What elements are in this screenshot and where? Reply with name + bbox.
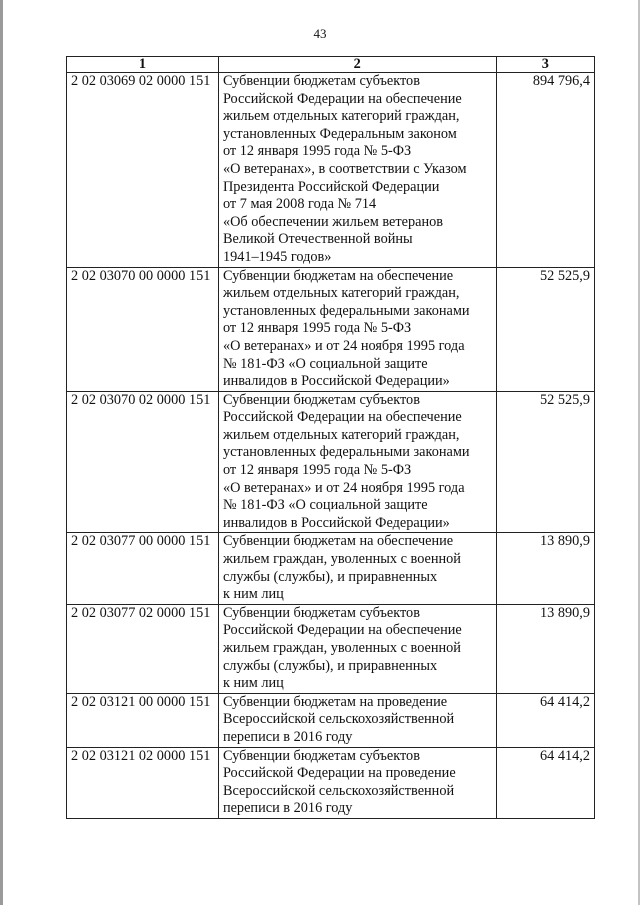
row-code-cell: 2 02 03077 00 0000 151	[67, 533, 219, 604]
description-line: Российской Федерации на обеспечение	[222, 622, 462, 639]
column-header-code: 1	[67, 57, 219, 73]
row-description-cell	[218, 73, 496, 268]
description-line: Субвенции бюджетам субъектов	[222, 747, 420, 764]
budget-table	[66, 56, 595, 819]
table-row	[67, 604, 595, 693]
description-line: жильем отдельных категорий граждан,	[222, 426, 460, 443]
description-line: службы (службы), и приравненных	[222, 568, 438, 585]
description-line: Субвенции бюджетам субъектов	[222, 391, 420, 408]
description-line: Российской Федерации на проведение	[222, 765, 456, 782]
row-description-cell	[218, 693, 496, 747]
row-code-cell: 2 02 03121 00 0000 151	[67, 693, 219, 747]
description-line: жильем отдельных категорий граждан,	[222, 108, 460, 125]
description-line: к ним лиц	[222, 586, 284, 603]
description-line: установленных федеральными законами	[222, 302, 470, 319]
table-row	[67, 267, 595, 391]
description-line: Российской Федерации на обеспечение	[222, 409, 462, 426]
row-code-cell: 2 02 03121 02 0000 151	[67, 747, 219, 818]
scan-left-edge	[0, 0, 3, 905]
description-line: жильем отдельных категорий граждан,	[222, 285, 460, 302]
description-line: инвалидов в Российской Федерации»	[222, 514, 450, 531]
table-row	[67, 693, 595, 747]
row-description-cell	[218, 604, 496, 693]
column-header-description: 2	[218, 57, 496, 73]
description-line: службы (службы), и приравненных	[222, 657, 438, 674]
row-amount-cell: 13 890,9	[496, 533, 594, 604]
row-code-cell: 2 02 03070 02 0000 151	[67, 391, 219, 533]
row-description-cell	[218, 533, 496, 604]
description-line: Всероссийской сельскохозяйственной	[222, 782, 455, 799]
table-header	[67, 57, 595, 73]
table-row	[67, 73, 595, 268]
description-line: от 12 января 1995 года № 5-ФЗ	[222, 143, 412, 160]
row-description-cell	[218, 391, 496, 533]
row-code-cell: 2 02 03077 02 0000 151	[67, 604, 219, 693]
description-line: от 12 января 1995 года № 5-ФЗ	[222, 320, 412, 337]
description-line: переписи в 2016 году	[222, 800, 353, 817]
description-line: установленных Федеральным законом	[222, 125, 457, 142]
description-line: от 7 мая 2008 года № 714	[222, 196, 377, 213]
row-amount-cell: 52 525,9	[496, 391, 594, 533]
description-line: № 181-ФЗ «О социальной защите	[222, 355, 428, 372]
description-line: к ним лиц	[222, 675, 284, 692]
page-number: 43	[313, 26, 327, 41]
description-line: Субвенции бюджетам субъектов	[222, 73, 420, 89]
table-row	[67, 533, 595, 604]
row-description-cell	[218, 747, 496, 818]
description-line: «О ветеранах» и от 24 ноября 1995 года	[222, 479, 465, 496]
description-line: Субвенции бюджетам на проведение	[222, 693, 448, 710]
description-line: переписи в 2016 году	[222, 728, 353, 745]
row-amount-cell: 64 414,2	[496, 693, 594, 747]
description-line: Президента Российской Федерации	[222, 178, 440, 195]
description-line: Великой Отечественной войны	[222, 231, 413, 248]
description-line: № 181-ФЗ «О социальной защите	[222, 497, 428, 514]
header-row	[67, 57, 595, 73]
row-code-cell: 2 02 03070 00 0000 151	[67, 267, 219, 391]
description-line: Российской Федерации на обеспечение	[222, 90, 462, 107]
row-amount-cell: 64 414,2	[496, 747, 594, 818]
row-amount-cell: 894 796,4	[496, 73, 594, 268]
description-line: жильем граждан, уволенных с военной	[222, 551, 461, 568]
description-line: инвалидов в Российской Федерации»	[222, 373, 450, 390]
row-amount-cell: 13 890,9	[496, 604, 594, 693]
description-line: «О ветеранах» и от 24 ноября 1995 года	[222, 337, 465, 354]
description-line: Субвенции бюджетам субъектов	[222, 604, 420, 621]
row-code-cell: 2 02 03069 02 0000 151	[67, 73, 219, 268]
row-amount-cell: 52 525,9	[496, 267, 594, 391]
description-line: от 12 января 1995 года № 5-ФЗ	[222, 462, 412, 479]
description-line: Всероссийской сельскохозяйственной	[222, 711, 455, 728]
description-line: Субвенции бюджетам на обеспечение	[222, 267, 454, 284]
table-row	[67, 747, 595, 818]
row-description-cell	[218, 267, 496, 391]
description-line: Субвенции бюджетам на обеспечение	[222, 533, 454, 550]
description-line: «О ветеранах», в соответствии с Указом	[222, 160, 467, 177]
table-row	[67, 391, 595, 533]
description-line: «Об обеспечении жильем ветеранов	[222, 213, 444, 230]
description-line: установленных федеральными законами	[222, 444, 470, 461]
description-line: жильем граждан, уволенных с военной	[222, 640, 461, 656]
column-header-amount: 3	[496, 57, 594, 73]
description-line: 1941–1945 годов»	[222, 248, 332, 265]
table-body	[67, 73, 595, 819]
